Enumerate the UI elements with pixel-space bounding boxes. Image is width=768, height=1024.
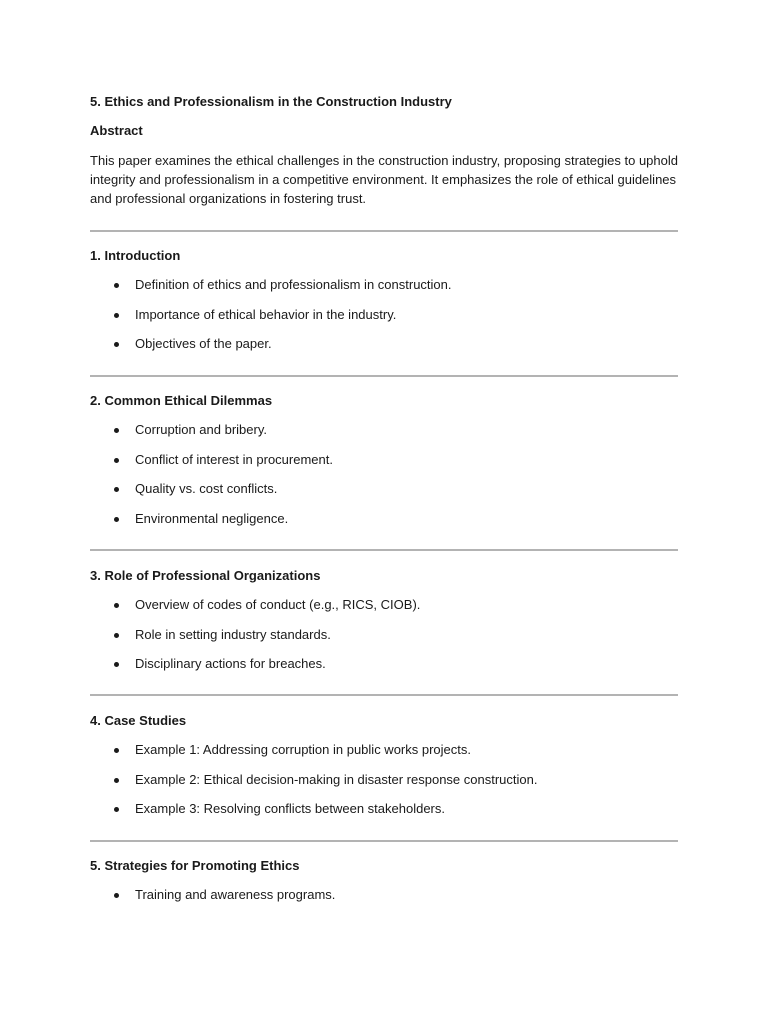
list-item-text: Importance of ethical behavior in the industry. [135,306,397,322]
bullet-icon [114,807,119,812]
bullet-icon [114,313,119,318]
list-item [90,887,678,917]
bullet-icon [114,283,119,288]
list-item [90,772,678,802]
section-heading-organizations: 3. Role of Professional Organizations [90,568,321,583]
section-divider [90,694,678,696]
list-item-text: Environmental negligence. [135,510,289,526]
list-item [90,801,678,831]
bullet-icon [114,748,119,753]
list-item-text: Example 3: Resolving conflicts between stakeholders. [135,801,445,816]
section-divider [90,549,678,551]
list-item-text: Example 2: Ethical decision-making in disaster response construction. [135,771,538,787]
list-item-text: Role in setting industry standards. [135,626,331,642]
list-item [90,307,678,337]
bullet-icon [114,342,119,347]
list-item-text: Corruption and bribery. [135,422,267,437]
section-list-introduction [90,277,678,366]
list-item-text: Example 1: Addressing corruption in public works projects. [135,742,471,757]
list-item [90,742,678,772]
bullet-icon [114,603,119,608]
section-divider [90,375,678,377]
section-heading-introduction: 1. Introduction [90,248,181,263]
list-item [90,511,678,541]
list-item [90,422,678,452]
list-item-text: Objectives of the paper. [135,336,272,351]
bullet-icon [114,778,119,783]
bullet-icon [114,428,119,433]
section-divider [90,230,678,232]
section-list-case-studies [90,742,678,831]
section-heading-case-studies: 4. Case Studies [90,713,187,728]
section-divider [90,840,678,842]
section-list-dilemmas [90,422,678,540]
list-item [90,656,678,686]
section-list-organizations [90,597,678,686]
bullet-icon [114,662,119,667]
list-item [90,627,678,657]
abstract-text: This paper examines the ethical challenges in the construction industry, proposing strategies to uphold integrity and professionalism in a competitive environment. It emphasizes the role of ethical guidelines and professional organizations in fostering trust. [90,153,678,206]
section-list-strategies [90,887,678,917]
list-item-text: Definition of ethics and professionalism in construction. [135,277,452,292]
list-item-text: Overview of codes of conduct (e.g., RICS, CIOB). [135,597,421,612]
document-title: 5. Ethics and Professionalism in the Construction Industry [90,94,452,109]
list-item [90,452,678,482]
bullet-icon [114,633,119,638]
list-item [90,597,678,627]
bullet-icon [114,487,119,492]
list-item-text: Quality vs. cost conflicts. [135,481,278,496]
list-item [90,336,678,366]
list-item-text: Conflict of interest in procurement. [135,451,333,467]
list-item-text: Disciplinary actions for breaches. [135,656,326,671]
bullet-icon [114,517,119,522]
list-item [90,481,678,511]
bullet-icon [114,893,119,898]
list-item [90,277,678,307]
list-item-text: Training and awareness programs. [135,887,336,902]
abstract-heading: Abstract [90,123,143,138]
section-heading-strategies: 5. Strategies for Promoting Ethics [90,858,300,873]
bullet-icon [114,458,119,463]
section-heading-dilemmas: 2. Common Ethical Dilemmas [90,393,273,408]
